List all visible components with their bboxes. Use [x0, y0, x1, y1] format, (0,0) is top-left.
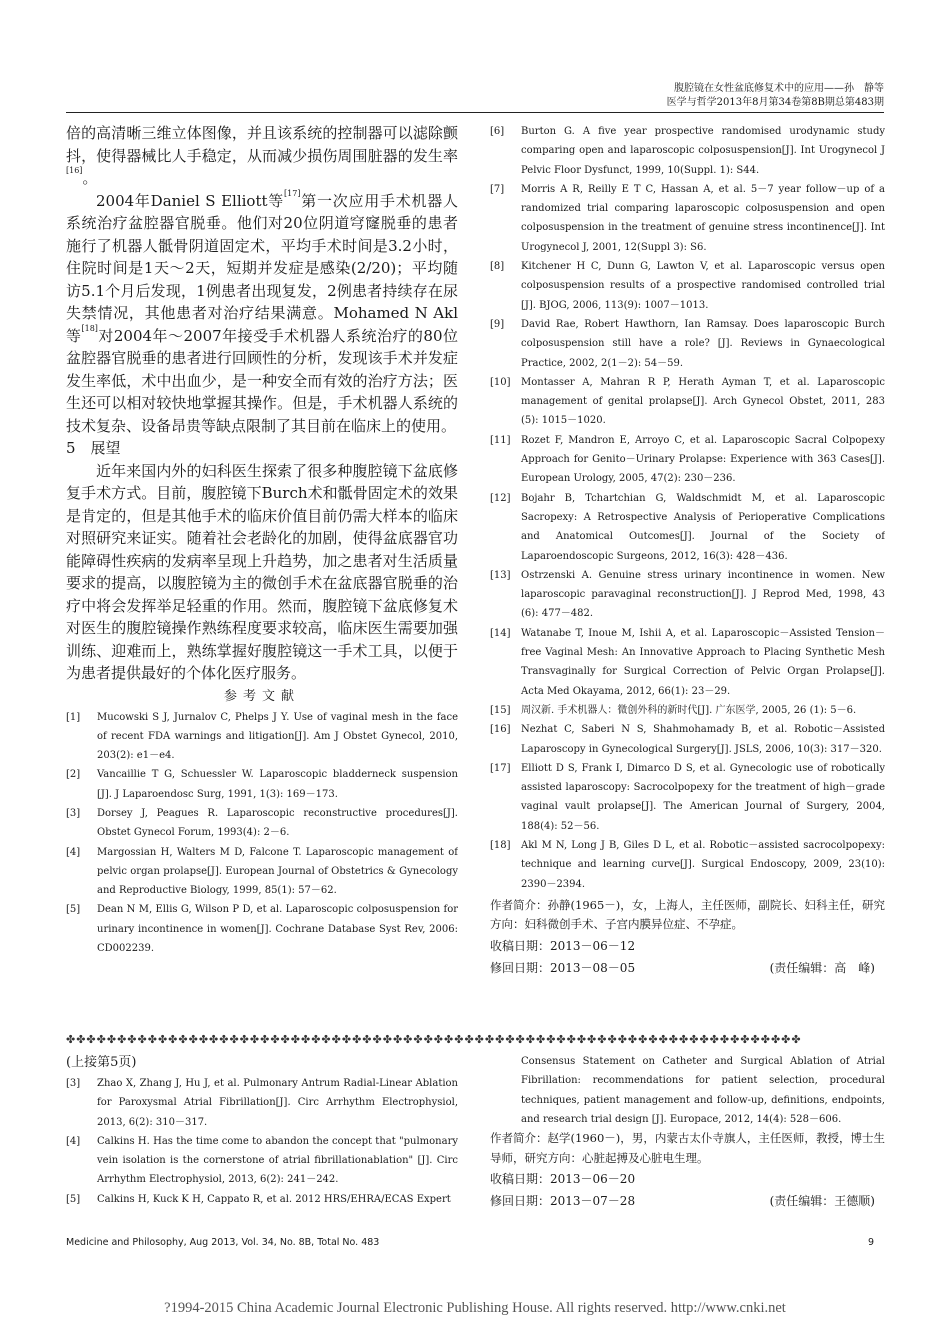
reference-item — [490, 122, 885, 180]
reference-item — [490, 566, 885, 624]
reference-text: Ostrzenski A. Genuine stress urinary incontinence in women. New laparoscopic paravaginal reconstruction[J]. J Reprod Med, 1998, 43 (6): 477－482. — [521, 569, 885, 620]
reference-number: [17] — [490, 762, 511, 774]
responsible-editor: (责任编辑：高 峰) — [769, 960, 875, 975]
page-footer — [66, 1236, 884, 1250]
reference-item — [66, 900, 458, 958]
revised-date: 修回日期：2013－08－05 — [490, 960, 636, 975]
continued-reference-list — [66, 1074, 458, 1209]
body-paragraph-2: 2004年Daniel S Elliott等[17]第一次应用手术机器人系统治疗盆腔器官脱垂。他们对20位阴道穹窿脱垂的患者施行了机器人骶骨阴道固定术，平均手术时间是3.2小时，住院时间是1天～2天，短期并发症是感染(2/20)；平均随访5.1个月后发现，1例患者出现复发，2例患者持续存在尿失禁情况，其他患者对治疗结果满意。Mohamed N Akl等[18]对2004年～2007年接受手术机器人系统治疗的80位盆腔器官脱垂的患者进行回顾性的分析，发现该手术并发症发生率低，术中出血少，是一种安全而有效的治疗方法；医生还可以相对较快地掌握其操作。但是，手术机器人系统的技术复杂、设备昂贵等缺点限制了其目前在临床上的使用。 — [66, 188, 458, 435]
reference-number: [16] — [490, 724, 511, 736]
left-column — [66, 122, 458, 1034]
responsible-editor-2: (责任编辑：王德顺) — [769, 1194, 875, 1209]
continued-right-column — [490, 1052, 885, 1224]
reference-text: Elliott D S, Frank I, Dimarco D S, et al. Gynecologic use of robotically assisted laparoscopy: Sacrocolpopexy for the treatment of high－grade vaginal vault prolapse[J]. The American Journal of Surgery, 2004, 188(4): 52－56. — [521, 762, 885, 832]
journal-issue-line: 医学与哲学2013年8月第34卷第8B期总第483期 — [666, 97, 884, 108]
reference-number: [10] — [490, 376, 511, 388]
references-heading: 参考文献 — [223, 688, 300, 704]
reference-number: [3] — [66, 807, 81, 819]
reference-item — [490, 180, 885, 257]
reference-number: [3] — [66, 1078, 81, 1089]
reference-text: Bojahr B, Tchartchian G, Waldschmidt M, et al. Laparoscopic Sacropexy: A Retrospective Analysis of Perioperative Complications and Anatomical Outcomes[J]. Journal of the Society of Laparoendoscopic Surgeons, 2012, 16(3): 428－436. — [521, 492, 885, 562]
continued-left-column — [66, 1052, 458, 1224]
footer-journal: Medicine and Philosophy, Aug 2013, Vol. 34, No. 8B, Total No. 483 — [66, 1237, 380, 1248]
reference-number: [8] — [490, 261, 505, 273]
reference-number: [9] — [490, 318, 505, 330]
reference-text: Calkins H. Has the time come to abandon the concept that "pulmonary vein isolation is the cornerstone of atrial fibrillationablation" [J]. Circ Arrhythm Electrophysiol, 2013, 6(2): 241－242. — [97, 1135, 458, 1186]
revised-date-row — [490, 957, 885, 979]
reference-item — [490, 836, 885, 894]
reference-number: [13] — [490, 569, 511, 581]
continued-from-note: (上接第5页) — [66, 1055, 137, 1070]
reference-number: [4] — [66, 1135, 81, 1147]
reference-text: Kitchener H C, Dunn G, Lawton V, et al. Laparoscopic versus open colposuspension results of a prospective randomised controlled trial [J]. BJOG, 2006, 113(9): 1007－1013. — [521, 261, 885, 311]
page-number: 9 — [867, 1237, 874, 1248]
reference-continuation: Consensus Statement on Catheter and Surgical Ablation of Atrial Fibrillation: recommendations for patient selection, procedural techniques, patient management and follow-up, definitions, endpoints, and research trial design [J]. Europace, 2012, 14(4): 528－606. — [521, 1056, 885, 1125]
reference-item — [490, 315, 885, 373]
reference-number: [7] — [490, 183, 505, 195]
running-title: 腹腔镜在女性盆底修复术中的应用——孙 静等 — [674, 83, 884, 94]
reference-text: Nezhat C, Saberi N S, Shahmohamady B, et al. Robotic－Assisted Laparoscopy in Gynecological Surgery[J]. JSLS, 2006, 10(3): 317－320. — [521, 724, 885, 755]
reference-item — [490, 489, 885, 566]
reference-text: Calkins H, Kuck K H, Cappato R, et al. 2012 HRS/EHRA/ECAS Expert — [97, 1193, 451, 1205]
reference-item — [66, 1190, 458, 1209]
reference-number: [14] — [490, 627, 511, 639]
reference-number: [15] — [490, 704, 511, 716]
reference-number: [5] — [66, 1193, 81, 1205]
copyright-notice: ?1994-2015 China Academic Journal Electronic Publishing House. All rights reserved. http://www.cnki.net — [164, 1300, 786, 1316]
author-bio-2: 作者简介：赵学(1960－)，男，内蒙古太仆寺旗人，主任医师，教授，博士生导师，研究方向：心脏起搏及心脏电生理。 — [490, 1131, 885, 1165]
reference-text: Dorsey J, Peagues R. Laparoscopic reconstructive procedures[J]. Obstet Gynecol Forum, 1993(4): 2－6. — [97, 807, 458, 839]
reference-number: [5] — [66, 904, 81, 916]
reference-text: David Rae, Robert Hawthorn, Ian Ramsay. Does laparoscopic Burch colposuspension still have a role? [J]. Reviews in Gynaecological Practice, 2002, 2(1－2): 54－59. — [521, 318, 885, 369]
reference-item — [66, 1132, 458, 1190]
reference-text: Watanabe T, Inoue M, Ishii A, et al. Laparoscopic－Assisted Tension－free Vaginal Mesh: An Innovative Approach to Placing Synthetic Mesh Transvaginally for Surgical Correction of Pelvic Organ Prolapse[J]. Acta Med Okayama, 2012, 66(1): 23－29. — [521, 627, 885, 697]
revised-date-row-2 — [490, 1190, 885, 1212]
reference-number: [1] — [66, 711, 81, 723]
reference-item — [66, 1074, 458, 1132]
section-separator: ✤✤✤✤✤✤✤✤✤✤✤✤✤✤✤✤✤✤✤✤✤✤✤✤✤✤✤✤✤✤✤✤✤✤✤✤✤✤✤✤✤✤✤✤✤✤✤✤✤✤✤✤✤✤✤✤✤✤✤✤✤✤✤✤✤✤✤✤✤✤✤✤ — [66, 1034, 802, 1046]
reference-number: [18] — [490, 839, 511, 851]
body-paragraph-3: 近年来国内外的妇科医生探索了很多种腹腔镜下盆底修复手术方式。目前，腹腔镜下Burch术和骶骨固定术的效果是肯定的，但是其他手术的临床价值目前仍需大样本的临床对照研究来证实。随着社会老龄化的加剧，使得盆底器官功能障碍性疾病的发病率呈现上升趋势，加之患者对生活质量要求的提高，以腹腔镜为主的微创手术在盆底器官脱垂的治疗中将会发挥举足轻重的作用。然而，腹腔镜下盆底修复术对医生的腹腔镜操作熟练程度要求较高，临床医生需要加强训练、迎难而上，熟练掌握好腹腔镜这一手术工具，以便于为患者提供最好的个体化医疗服务。 — [66, 461, 458, 682]
reference-item — [66, 708, 458, 766]
right-column — [490, 122, 885, 1034]
received-date-2: 收稿日期：2013－06－20 — [490, 1172, 636, 1187]
reference-list-right — [490, 122, 885, 894]
reference-text: Akl M N, Long J B, Giles D L, et al. Robotic－assisted sacrocolpopexy: technique and learning curve[J]. Surgical Endoscopy, 2009, 23(10): 2390－2394. — [521, 839, 885, 890]
reference-item — [66, 843, 458, 901]
reference-item — [490, 373, 885, 431]
reference-number: [6] — [490, 126, 505, 137]
revised-date-2: 修回日期：2013－07－28 — [490, 1194, 636, 1209]
reference-number: [12] — [490, 492, 511, 504]
reference-list-left — [66, 708, 458, 959]
reference-text: Rozet F, Mandron E, Arroyo C, et al. Laparoscopic Sacral Colpopexy Approach for Genito－Urinary Prolapse: Experience with 363 Cases[J]. European Urology, 2005, 47(2): 230－236. — [521, 434, 885, 485]
reference-text: Montasser A, Mahran R P, Herath Ayman T, et al. Laparoscopic management of genital prolapse[J]. Arch Gynecol Obstet, 2011, 283 (5): 1015－1020. — [521, 376, 885, 427]
reference-item — [490, 257, 885, 315]
reference-number: [11] — [490, 434, 511, 446]
reference-item — [490, 720, 885, 759]
reference-number: [4] — [66, 846, 81, 858]
reference-item — [490, 431, 885, 489]
section-heading: 5 展望 — [66, 439, 121, 457]
reference-text: Dean N M, Ellis G, Wilson P D, et al. Laparoscopic colposuspension for urinary incontinence in women[J]. Cochrane Database Syst Rev, 2006: CD002239. — [97, 904, 458, 955]
author-bio: 作者简介：孙静(1965－)，女，上海人，主任医师，副院长、妇科主任，研究方向：妇科微创手术、子宫内膜异位症、不孕症。 — [490, 897, 885, 932]
reference-item — [490, 759, 885, 836]
reference-text: Zhao X, Zhang J, Hu J, et al. Pulmonary Antrum Radial-Linear Ablation for Paroxysmal Atrial Fibrillation[J]. Circ Arrhythm Electrophysiol, 2013, 6(2): 310－317. — [97, 1078, 458, 1128]
reference-text: Margossian H, Walters M D, Falcone T. Laparoscopic management of pelvic organ prolapse[J]. European Journal of Obstetrics & Gynecology and Reproductive Biology, 1999, 85(1): 57－62. — [97, 846, 458, 897]
running-header — [66, 80, 884, 113]
reference-item — [490, 624, 885, 701]
reference-item — [66, 765, 458, 804]
reference-item — [66, 804, 458, 843]
reference-text: Morris A R, Reilly E T C, Hassan A, et al. 5－7 year follow－up of a randomized trial comparing laparoscopic colposuspension and open colposuspension in the treatment of genuine stress incontinence[J]. Int Urogynecol J, 2001, 12(Suppl 3): S6. — [521, 183, 885, 253]
reference-number: [2] — [66, 769, 81, 781]
reference-text: Vancaillie T G, Schuessler W. Laparoscopic bladderneck suspension [J]. J Laparoendosc Surg, 1991, 1(3): 169－173. — [97, 769, 458, 800]
reference-text: 周汉新. 手术机器人：微创外科的新时代[J]. 广东医学, 2005, 26 (1): 5－6. — [521, 704, 857, 716]
reference-item — [490, 701, 885, 720]
reference-text: Mucowski S J, Jurnalov C, Phelps J Y. Use of vaginal mesh in the face of recent FDA warnings and litigation[J]. Am J Obstet Gynecol, 2010, 203(2): e1－e4. — [97, 711, 458, 762]
reference-text: Burton G. A five year prospective randomised urodynamic study comparing open and laparoscopic colposuspension[J]. Int Urogynecol J Pelvic Floor Dysfunct, 1999, 10(Suppl. 1): S44. — [521, 126, 885, 176]
received-date: 收稿日期：2013－06－12 — [490, 938, 636, 953]
body-paragraph-1: 倍的高清晰三维立体图像，并且该系统的控制器可以滤除颤抖，使得器械比人手稳定，从而减少损伤周围脏器的发生率[16]。 — [66, 124, 458, 187]
